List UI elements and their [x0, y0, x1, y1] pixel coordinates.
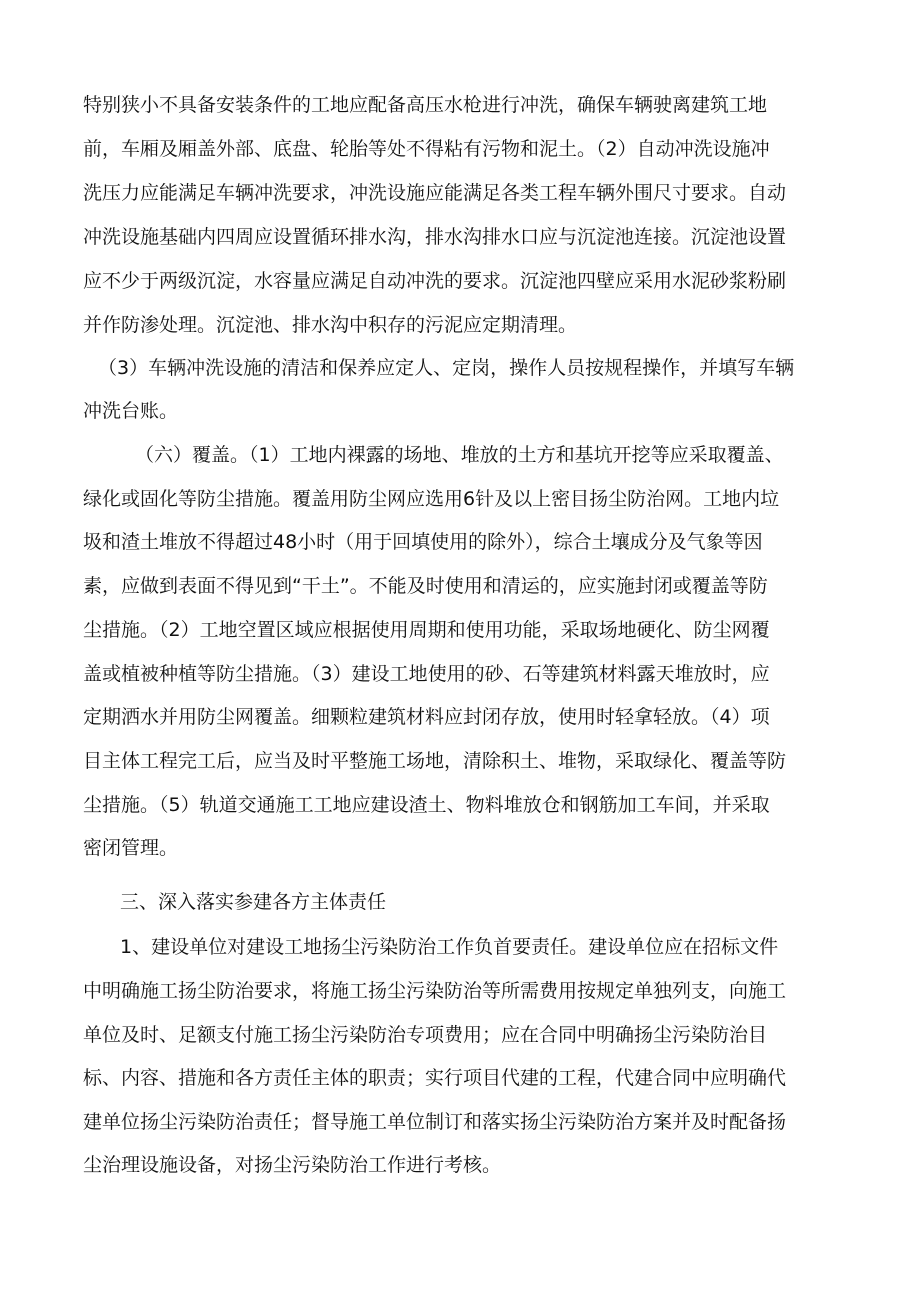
text-line: （六）覆盖。（1）工地内裸露的场地、堆放的土方和基坑开挖等应采取覆盖、 [135, 444, 784, 466]
text-line: 中明确施工扬尘防治要求，将施工扬尘污染防治等所需费用按规定单独列支，向施工 [83, 980, 787, 1002]
text-line: 尘治理设施设备，对扬尘污染防治工作进行考核。 [83, 1154, 502, 1176]
text-line: 应不少于两级沉淀，水容量应满足自动冲洗的要求。沉淀池四壁应采用水泥砂浆粉刷 [83, 270, 787, 292]
text-line: 尘措施。（5）轨道交通施工工地应建设渣土、物料堆放仓和钢筋加工车间，并采取 [83, 794, 770, 816]
text-line: 目主体工程完工后，应当及时平整施工场地，清除积土、堆物，采取绿化、覆盖等防 [83, 750, 787, 772]
text-line: 单位及时、足额支付施工扬尘污染防治专项费用；应在合同中明确扬尘污染防治目 [83, 1024, 768, 1046]
text-line: 尘措施。（2）工地空置区域应根据使用周期和使用功能，采取场地硬化、防尘网覆 [83, 619, 770, 641]
text-line: 前，车厢及厢盖外部、底盘、轮胎等处不得粘有污物和泥土。（2）自动冲洗设施冲 [83, 138, 770, 160]
text-line: 标、内容、措施和各方责任主体的职责；实行项目代建的工程，代建合同中应明确代 [83, 1067, 787, 1089]
text-line: 特别狭小不具备安装条件的工地应配备高压水枪进行冲洗，确保车辆驶离建筑工地 [83, 94, 768, 116]
text-line: 并作防渗处理。沉淀池、排水沟中积存的污泥应定期清理。 [83, 314, 578, 336]
text-line: 圾和渣土堆放不得超过48小时（用于回填使用的除外），综合土壤成分及气象等因 [83, 531, 763, 553]
text-line: 冲洗设施基础内四周应设置循环排水沟，排水沟排水口应与沉淀池连接。沉淀池设置 [83, 226, 787, 248]
text-line: 冲洗台账。 [83, 400, 179, 422]
section-heading: 三、深入落实参建各方主体责任 [120, 891, 387, 913]
text-line: 1、建设单位对建设工地扬尘污染防治工作负首要责任。建设单位应在招标文件 [120, 936, 779, 958]
text-line: 洗压力应能满足车辆冲洗要求，冲洗设施应能满足各类工程车辆外围尺寸要求。自动 [83, 182, 787, 204]
text-line: 盖或植被种植等防尘措施。（3）建设工地使用的砂、石等建筑材料露天堆放时，应 [83, 663, 770, 685]
text-line: 定期洒水并用防尘网覆盖。细颗粒建筑材料应封闭存放，使用时轻拿轻放。（4）项 [83, 706, 770, 728]
text-line: 密闭管理。 [83, 837, 179, 859]
text-line: 建单位扬尘污染防治责任；督导施工单位制订和落实扬尘污染防治方案并及时配备扬 [83, 1111, 787, 1133]
text-line: （3）车辆冲洗设施的清洁和保养应定人、定岗，操作人员按规程操作，并填写车辆 [98, 357, 795, 379]
text-line: 素，应做到表面不得见到“干土”。不能及时使用和清运的，应实施封闭或覆盖等防 [83, 575, 768, 597]
text-line: 绿化或固化等防尘措施。覆盖用防尘网应选用6针及以上密目扬尘防治网。工地内垃 [83, 488, 780, 510]
